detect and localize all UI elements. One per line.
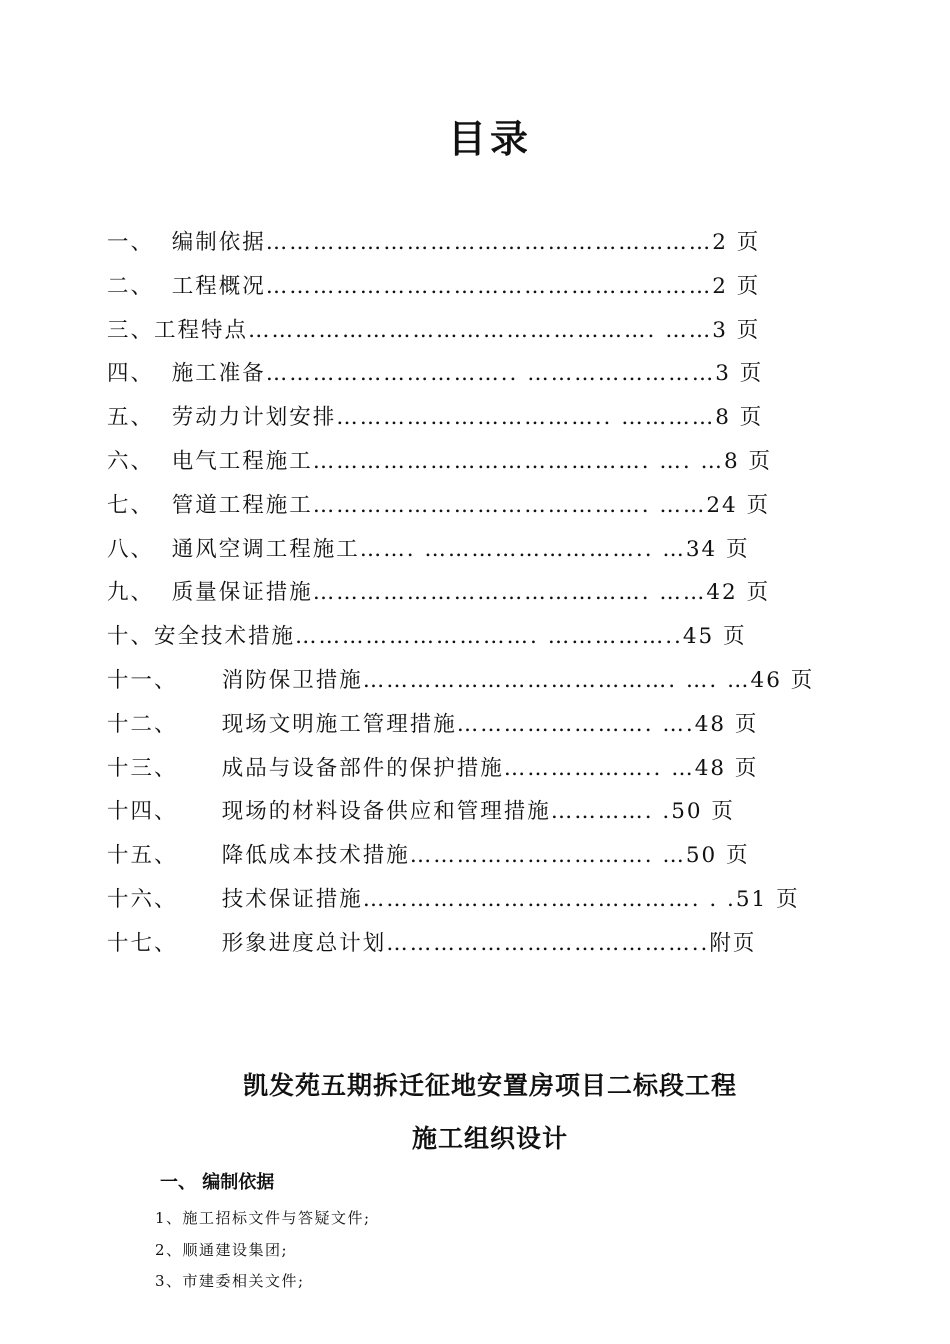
toc-entry — [107, 747, 767, 791]
toc-entry — [107, 878, 800, 922]
toc-entry-page: 24 页 — [706, 492, 771, 518]
toc-entry-title: 形象进度总计划 — [221, 930, 387, 956]
toc-entry — [107, 790, 767, 834]
toc-entry-page: 46 页 — [750, 667, 815, 693]
toc-entry-gap — [178, 834, 222, 878]
toc-entry-gap — [178, 747, 222, 791]
toc-entry-number: 八、 — [107, 536, 155, 562]
toc-entry — [107, 484, 771, 528]
toc-entry-page: 附页 — [709, 930, 757, 956]
list-item: 2、顺通建设集团; — [155, 1240, 289, 1259]
toc-entry-gap — [178, 790, 222, 834]
toc-entry-gap — [154, 396, 172, 440]
toc-entry-leader: …………………………. …………….. — [295, 624, 683, 650]
toc-entry-gap — [154, 265, 172, 309]
toc-list — [107, 221, 815, 966]
toc-entry-leader: …………………………….. ………… — [336, 405, 716, 431]
toc-entry-page: 50 页 — [671, 799, 735, 825]
document-title: 凯发苑五期拆迁征地安置房项目二标段工程 — [242, 1071, 737, 1100]
toc-entry-leader: …………………………. … — [409, 843, 686, 869]
toc-entry-gap — [154, 528, 172, 572]
toc-entry — [107, 528, 767, 572]
toc-entry-title: 编制依据 — [171, 230, 266, 255]
toc-entry — [107, 571, 771, 615]
toc-entry-number: 一、 — [107, 230, 155, 255]
toc-entry-leader: ………………………………………………… — [265, 273, 713, 299]
toc-entry — [107, 440, 773, 484]
toc-entry — [107, 396, 767, 440]
toc-entry-gap — [154, 571, 172, 615]
toc-entry-title: 安全技术措施 — [154, 624, 296, 650]
toc-entry-number: 十六、 — [107, 886, 178, 912]
toc-entry-number: 十四、 — [107, 799, 178, 825]
section-heading: 一、 编制依据 — [160, 1172, 275, 1193]
toc-entry-leader: ……………………………………………. …… — [248, 317, 713, 343]
list-item: 1、施工招标文件与答疑文件; — [155, 1209, 371, 1227]
toc-entry-page: 45 页 — [682, 624, 747, 650]
toc-entry-page: 8 页 — [724, 448, 773, 474]
toc-entry — [107, 703, 767, 747]
toc-entry-number: 十、 — [107, 624, 155, 650]
toc-entry-title: 质量保证措施 — [171, 580, 313, 606]
toc-entry-number: 九、 — [107, 580, 155, 606]
toc-entry-page: 8 页 — [715, 405, 764, 431]
document-subtitle: 施工组织设计 — [411, 1124, 568, 1153]
toc-entry-number: 四、 — [107, 361, 155, 387]
list-item: 3、市建委相关文件; — [155, 1272, 305, 1290]
toc-entry-title: 技术保证措施 — [221, 886, 363, 912]
toc-entry-leader: ………………………….. …………………… — [265, 361, 716, 387]
toc-entry-number: 十二、 — [107, 711, 178, 737]
toc-entry-leader: …………………………………. …. … — [362, 667, 751, 693]
toc-entry — [107, 615, 767, 659]
toc-entry-title: 现场文明施工管理措施 — [221, 711, 457, 737]
toc-entry-page: 42 页 — [706, 580, 771, 606]
toc-entry-number: 十五、 — [107, 843, 178, 869]
toc-entry-page: 34 页 — [685, 536, 750, 562]
toc-entry-leader: ……………………………………. …… — [312, 492, 707, 518]
toc-entry-leader: ………………………………….. — [386, 930, 710, 956]
toc-entry-page: 2 页 — [712, 230, 761, 255]
toc-entry-leader: ……………………………………. …. … — [312, 448, 725, 474]
toc-entry-leader: ……………….. … — [503, 755, 695, 781]
toc-entry-title: 劳动力计划安排 — [171, 405, 337, 431]
toc-entry-number: 十七、 — [107, 930, 178, 956]
toc-entry-gap — [178, 703, 222, 747]
toc-entry-gap — [154, 440, 172, 484]
toc-entry-page: 50 页 — [685, 843, 750, 869]
toc-entry-page: 48 页 — [694, 755, 759, 781]
toc-entry-gap — [178, 878, 222, 922]
toc-entry-title: 工程概况 — [171, 273, 266, 299]
toc-entry — [107, 352, 767, 396]
toc-entry-page: 2 页 — [712, 273, 761, 299]
toc-entry-title: 降低成本技术措施 — [221, 843, 410, 869]
toc-entry-leader: ……………………………………. …… — [312, 580, 707, 606]
toc-entry — [107, 309, 767, 353]
toc-title: 目录 — [447, 117, 532, 161]
toc-entry-gap — [178, 922, 222, 966]
toc-entry-title: 电气工程施工 — [171, 448, 313, 474]
toc-entry-title: 成品与设备部件的保护措施 — [221, 755, 504, 781]
toc-entry-title: 现场的材料设备供应和管理措施 — [221, 799, 551, 825]
toc-entry-title: 管道工程施工 — [171, 492, 313, 518]
toc-entry-title: 通风空调工程施工 — [171, 536, 360, 562]
toc-entry-number: 七、 — [107, 492, 155, 518]
toc-entry-page: 3 页 — [712, 317, 761, 343]
toc-entry-page: 3 页 — [715, 361, 764, 387]
toc-entry-leader: ………………………………………………… — [265, 230, 713, 255]
toc-entry-gap — [178, 659, 222, 703]
toc-entry-number: 十三、 — [107, 755, 178, 781]
toc-entry-number: 六、 — [107, 448, 155, 474]
basis-list — [155, 1203, 371, 1298]
toc-entry — [107, 265, 767, 309]
toc-entry-gap — [154, 484, 172, 528]
toc-entry-number: 二、 — [107, 273, 155, 299]
toc-entry-leader: ……. ……………………….. … — [359, 536, 686, 562]
toc-entry — [107, 922, 767, 966]
toc-entry-number: 十一、 — [107, 667, 178, 693]
toc-entry — [107, 834, 767, 878]
toc-entry-number: 三、 — [107, 317, 155, 343]
toc-entry-leader: ……………………………………. . . — [362, 886, 736, 912]
toc-entry-page: 51 页 — [735, 886, 800, 912]
toc-entry-title: 施工准备 — [171, 361, 266, 387]
toc-entry-leader: …………. . — [550, 799, 672, 825]
toc-entry-leader: ……………………. …. — [456, 711, 695, 737]
toc-entry-gap — [154, 352, 172, 396]
toc-entry-title: 工程特点 — [154, 317, 249, 343]
toc-entry-number: 五、 — [107, 405, 155, 431]
toc-entry — [107, 659, 815, 703]
toc-entry-page: 48 页 — [694, 711, 759, 737]
toc-entry — [107, 221, 767, 265]
toc-entry-gap — [154, 221, 172, 265]
toc-entry-title: 消防保卫措施 — [221, 667, 363, 693]
